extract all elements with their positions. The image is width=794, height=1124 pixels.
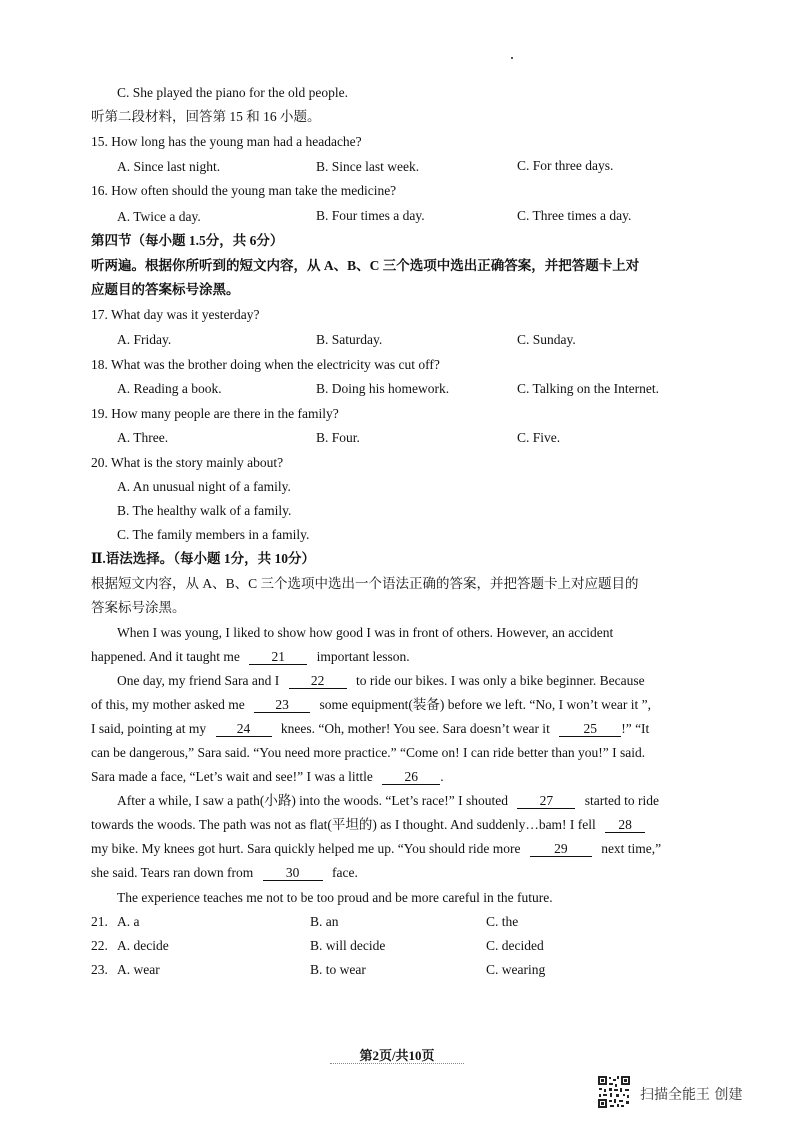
part-2-instruction-2: 答案标号涂黑。 bbox=[91, 600, 186, 615]
blank-26: 26 bbox=[382, 769, 440, 785]
blank-24: 24 bbox=[216, 721, 272, 737]
q19-option-c: C. Five. bbox=[517, 430, 561, 445]
blank-21: 21 bbox=[249, 649, 307, 665]
blank-25: 25 bbox=[559, 721, 621, 737]
option-number: 22. bbox=[91, 938, 108, 953]
passage-text: One day, my friend Sara and I bbox=[117, 673, 280, 688]
q18-option-a: A. Reading a book. bbox=[117, 381, 222, 396]
passage-text: After a while, I saw a path(小路) into the woods. “Let’s race!” I shouted bbox=[117, 793, 508, 808]
blank-28: 28 bbox=[605, 817, 645, 833]
blank-29: 29 bbox=[530, 841, 592, 857]
passage-text: !” “It bbox=[621, 721, 650, 736]
blank-30: 30 bbox=[263, 865, 323, 881]
q18-option-b: B. Doing his homework. bbox=[316, 381, 450, 396]
q15-option-a: A. Since last night. bbox=[117, 159, 221, 174]
section-4-title: 第四节（每小题 1.5分，共 6分） bbox=[91, 233, 284, 248]
passage-line bbox=[91, 696, 651, 714]
question-16: 16. How often should the young man take the medicine? bbox=[91, 183, 397, 198]
passage-line bbox=[91, 816, 645, 834]
q19-option-a: A. Three. bbox=[117, 430, 169, 445]
q17-option-c: C. Sunday. bbox=[517, 332, 576, 347]
passage-line bbox=[91, 720, 649, 738]
passage-text: of this, my mother asked me bbox=[91, 697, 245, 712]
section-2-intro: 听第二段材料，回答第 15 和 16 小题。 bbox=[91, 109, 321, 124]
passage-line bbox=[117, 672, 645, 690]
question-15: 15. How long has the young man had a headache? bbox=[91, 134, 362, 149]
qr-code-icon bbox=[597, 1075, 631, 1109]
passage-line bbox=[91, 840, 661, 858]
q22-option-b: B. will decide bbox=[310, 938, 386, 953]
passage-text: I said, pointing at my bbox=[91, 721, 207, 736]
q16-option-a: A. Twice a day. bbox=[117, 209, 201, 224]
q23-option-a: A. wear bbox=[117, 962, 160, 977]
option-number: 23. bbox=[91, 962, 108, 977]
q14-option-c: C. She played the piano for the old people. bbox=[117, 85, 348, 100]
passage-line bbox=[91, 864, 358, 882]
q23-option-c: C. wearing bbox=[486, 962, 546, 977]
part-2-title: Ⅱ.语法选择。（每小题 1分，共 10分） bbox=[91, 551, 316, 566]
scan-speck bbox=[511, 57, 513, 59]
passage-text: knees. “Oh, mother! You see. Sara doesn’t wear it bbox=[280, 721, 550, 736]
q22-option-c: C. decided bbox=[486, 938, 544, 953]
passage-text: . bbox=[440, 769, 444, 784]
q18-option-c: C. Talking on the Internet. bbox=[517, 381, 660, 396]
question-18: 18. What was the brother doing when the electricity was cut off? bbox=[91, 357, 440, 372]
question-19: 19. How many people are there in the family? bbox=[91, 406, 339, 421]
q21-option-c: C. the bbox=[486, 914, 519, 929]
passage-line bbox=[91, 768, 444, 786]
q19-option-b: B. Four. bbox=[316, 430, 360, 445]
question-20: 20. What is the story mainly about? bbox=[91, 455, 284, 470]
q20-option-a: A. An unusual night of a family. bbox=[117, 479, 291, 494]
blank-23: 23 bbox=[254, 697, 310, 713]
passage-text: she said. Tears ran down from bbox=[91, 865, 254, 880]
blank-27: 27 bbox=[517, 793, 575, 809]
passage-text: started to ride bbox=[584, 793, 659, 808]
footer-rule bbox=[330, 1063, 464, 1067]
part-2-instruction-1: 根据短文内容，从 A、B、C 三个选项中选出一个语法正确的答案，并把答题卡上对应题目的 bbox=[91, 576, 639, 591]
passage-text: important lesson. bbox=[316, 649, 410, 664]
q20-option-b: B. The healthy walk of a family. bbox=[117, 503, 292, 518]
passage-text: my bike. My knees got hurt. Sara quickly helped me up. “You should ride more bbox=[91, 841, 521, 856]
passage-text: towards the woods. The path was not as flat(平坦的) as I thought. And suddenly…bam! I fell bbox=[91, 817, 596, 832]
scanner-watermark: 扫描全能王 创建 bbox=[640, 1087, 743, 1103]
q21-option-b: B. an bbox=[310, 914, 339, 929]
q15-option-c: C. For three days. bbox=[517, 158, 614, 173]
passage-line bbox=[91, 648, 410, 666]
section-4-instruction-1: 听两遍。根据你所听到的短文内容，从 A、B、C 三个选项中选出正确答案，并把答题卡上对 bbox=[91, 258, 640, 273]
q16-option-c: C. Three times a day. bbox=[517, 208, 632, 223]
passage-line: can be dangerous,” Sara said. “You need more practice.” “Come on! I can ride better than you!” I said. bbox=[91, 745, 646, 760]
blank-22: 22 bbox=[289, 673, 347, 689]
q15-option-b: B. Since last week. bbox=[316, 159, 420, 174]
passage-line: When I was young, I liked to show how good I was in front of others. However, an accident bbox=[117, 625, 614, 640]
q21-option-a: A. a bbox=[117, 914, 140, 929]
passage-line bbox=[117, 792, 659, 810]
question-17: 17. What day was it yesterday? bbox=[91, 307, 260, 322]
passage-line: The experience teaches me not to be too proud and be more careful in the future. bbox=[117, 890, 553, 905]
passage-text: happened. And it taught me bbox=[91, 649, 240, 664]
section-4-instruction-2: 应题目的答案标号涂黑。 bbox=[91, 282, 240, 297]
page-number: 第2页/共10页 bbox=[359, 1048, 435, 1063]
q17-option-b: B. Saturday. bbox=[316, 332, 383, 347]
passage-text: Sara made a face, “Let’s wait and see!” I was a little bbox=[91, 769, 373, 784]
option-number: 21. bbox=[91, 914, 108, 929]
passage-text: face. bbox=[332, 865, 358, 880]
q17-option-a: A. Friday. bbox=[117, 332, 172, 347]
passage-text: some equipment(装备) before we left. “No, I won’t wear it ”, bbox=[319, 697, 651, 712]
q23-option-b: B. to wear bbox=[310, 962, 366, 977]
q20-option-c: C. The family members in a family. bbox=[117, 527, 310, 542]
q16-option-b: B. Four times a day. bbox=[316, 208, 425, 223]
passage-text: next time,” bbox=[601, 841, 662, 856]
passage-text: to ride our bikes. I was only a bike beginner. Because bbox=[355, 673, 645, 688]
q22-option-a: A. decide bbox=[117, 938, 169, 953]
